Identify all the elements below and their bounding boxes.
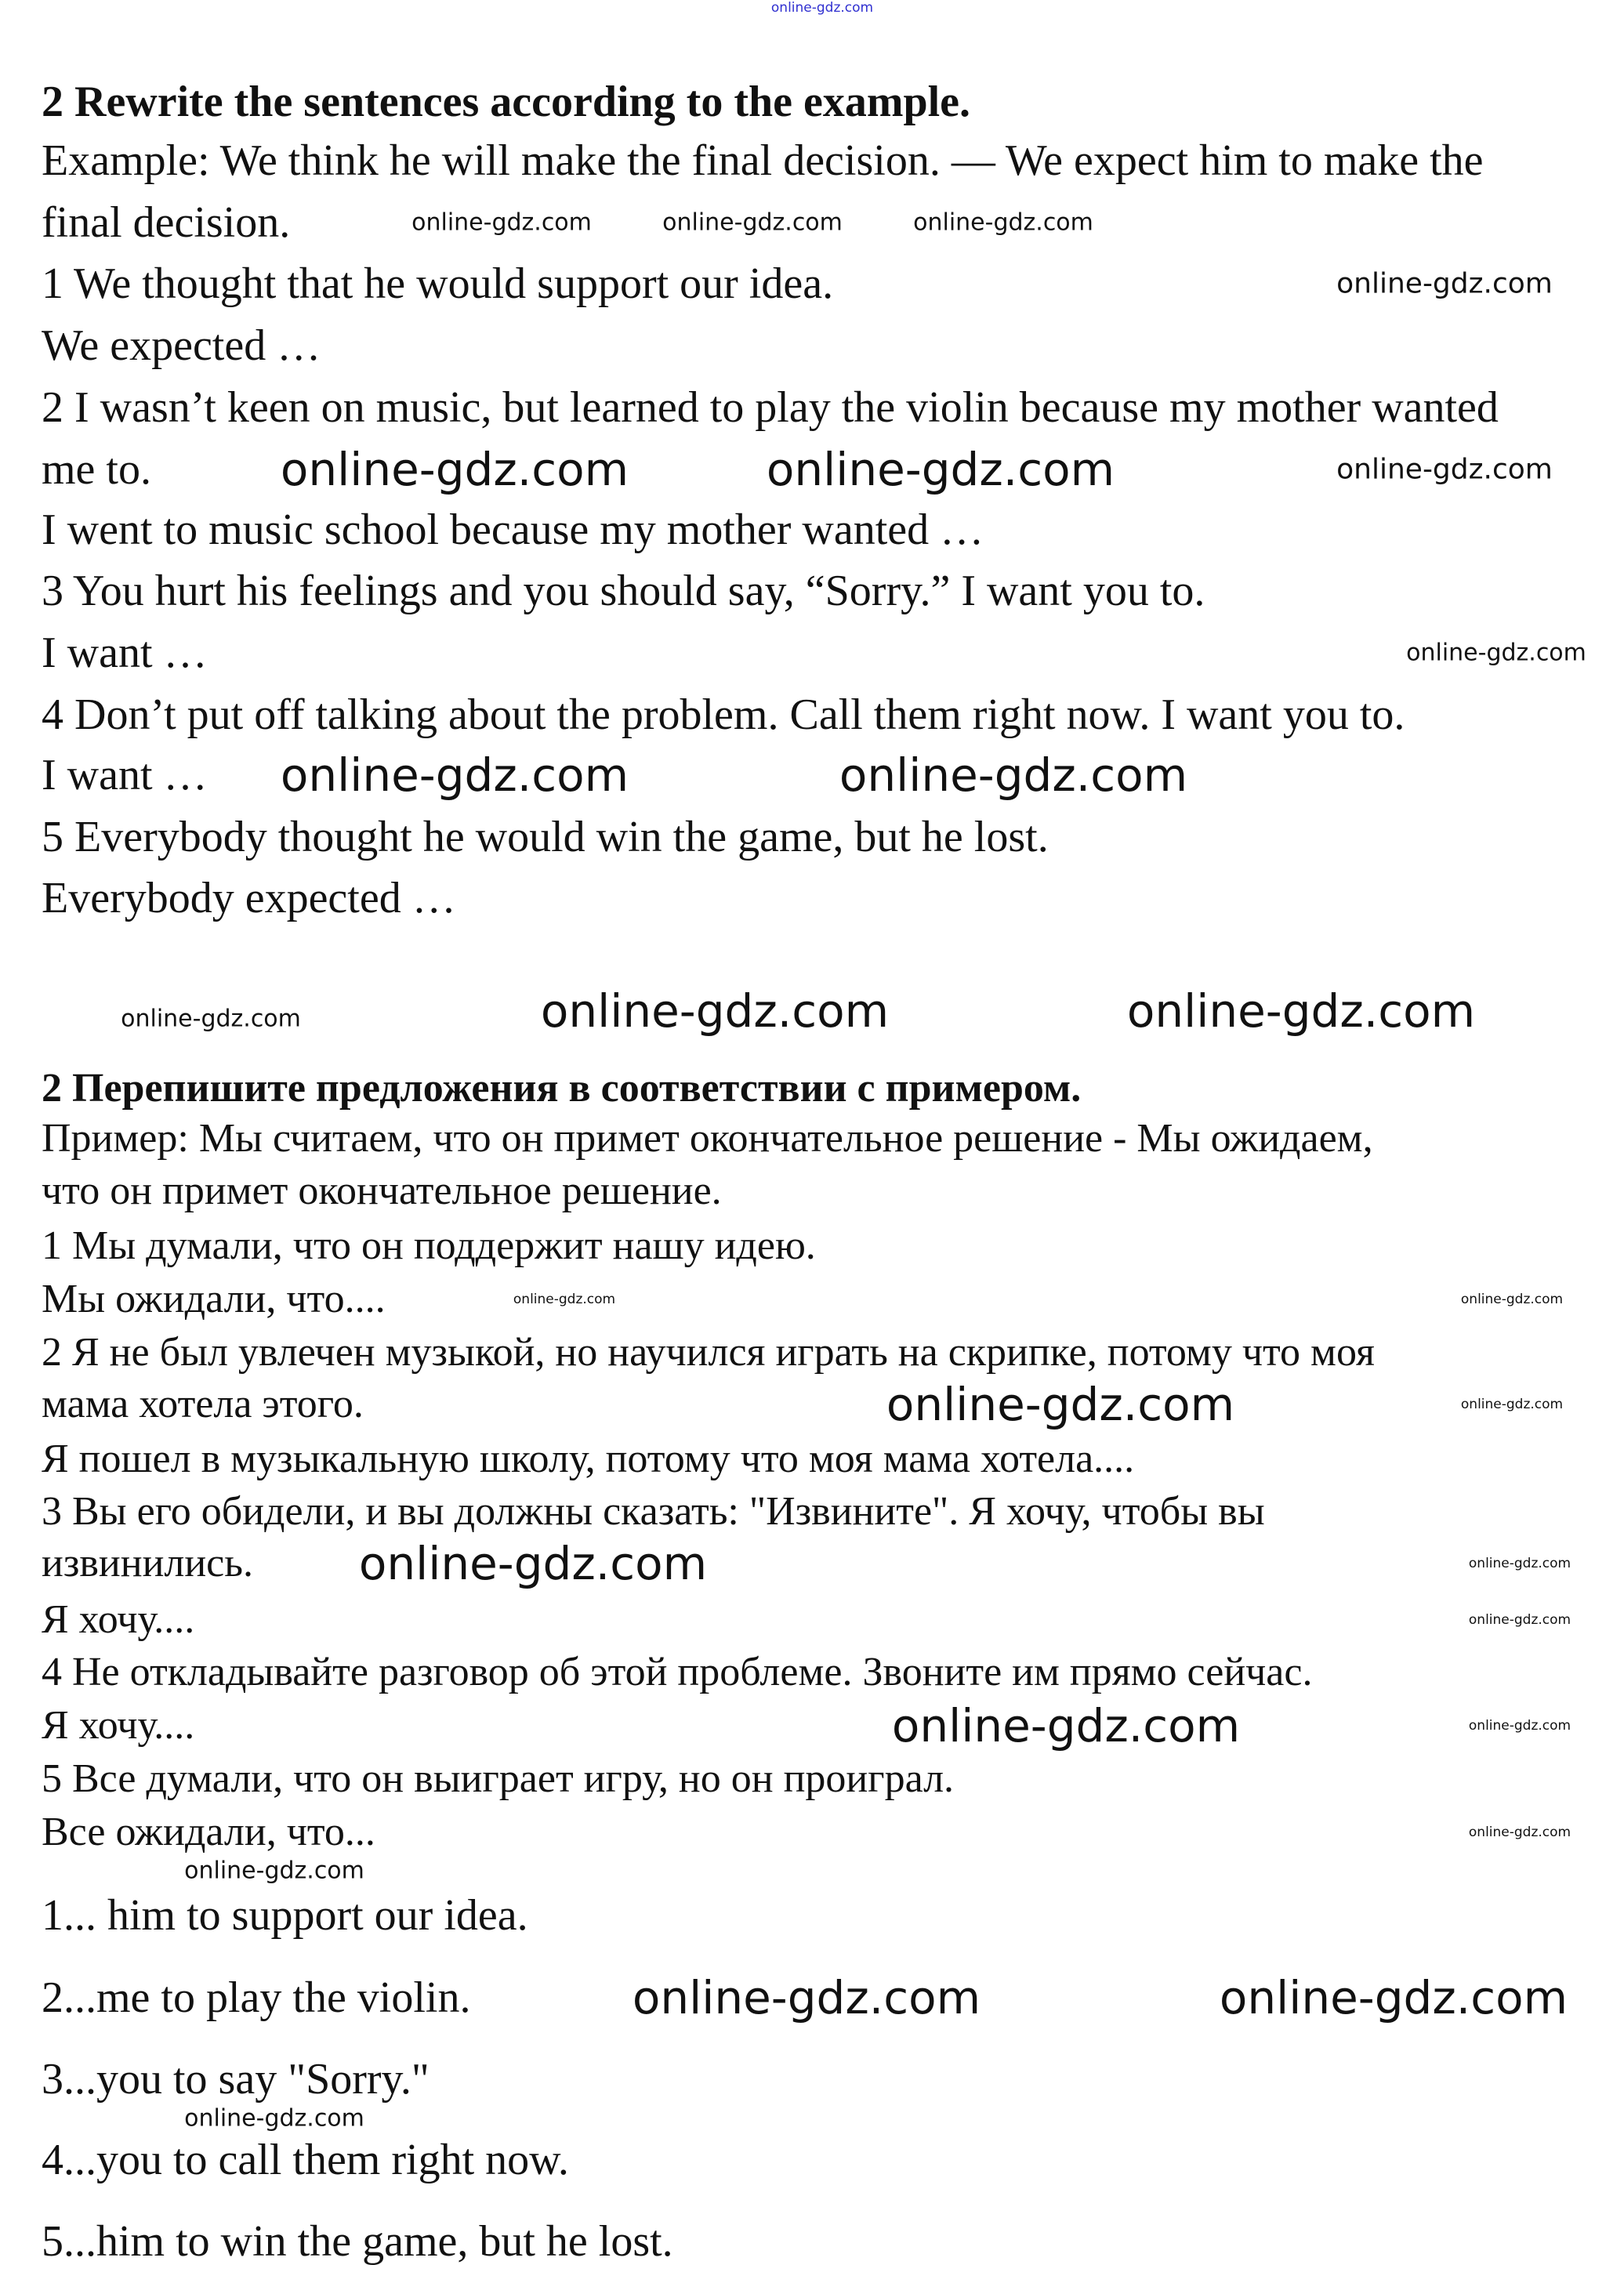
watermark: online-gdz.com xyxy=(1460,1292,1564,1307)
sentence-line: Я пошел в музыкальную школу, потому что моя мама хотела.... xyxy=(42,1437,1135,1481)
sentence-line: We expected … xyxy=(42,321,321,370)
watermark: online-gdz.com xyxy=(184,2104,364,2133)
sentence-line: I want … xyxy=(42,751,208,799)
watermark: online-gdz.com xyxy=(280,748,629,802)
sentence-line: Everybody expected … xyxy=(42,874,456,922)
watermark: online-gdz.com xyxy=(1336,453,1553,486)
answer-line: 5...him to win the game, but he lost. xyxy=(42,2217,673,2266)
watermark: online-gdz.com xyxy=(891,1699,1241,1752)
exercise-title-en: 2 Rewrite the sentences according to the example. xyxy=(42,78,971,126)
watermark: online-gdz.com xyxy=(632,1971,981,2024)
watermark: online-gdz.com xyxy=(540,984,890,1038)
watermark: online-gdz.com xyxy=(1336,267,1553,300)
sentence-line: 4 Не откладывайте разговор об этой проблеме. Звоните им прямо сейчас. xyxy=(42,1650,1313,1694)
watermark: online-gdz.com xyxy=(766,443,1115,496)
sentence-line: 4 Don’t put off talking about the problem. Call them right now. I want you to. xyxy=(42,690,1405,739)
sentence-line: Я хочу.... xyxy=(42,1597,195,1642)
watermark: online-gdz.com xyxy=(358,1537,708,1590)
example-line: Пример: Мы считаем, что он примет окончательное решение - Мы ожидаем, xyxy=(42,1116,1373,1161)
sentence-line: 1 We thought that he would support our idea. xyxy=(42,259,834,308)
watermark: online-gdz.com xyxy=(121,1005,301,1033)
answer-line: 2...me to play the violin. xyxy=(42,1973,471,2022)
watermark: online-gdz.com xyxy=(1219,1971,1568,2024)
watermark: online-gdz.com xyxy=(1126,984,1476,1038)
watermark: online-gdz.com xyxy=(1468,1612,1571,1628)
sentence-line: Мы ожидали, что.... xyxy=(42,1277,386,1321)
watermark: online-gdz.com xyxy=(1460,1397,1564,1412)
watermark: online-gdz.com xyxy=(411,208,592,237)
sentence-line: 2 Я не был увлечен музыкой, но научился играть на скрипке, потому что моя xyxy=(42,1330,1375,1375)
sentence-line: 1 Мы думали, что он поддержит нашу идею. xyxy=(42,1223,816,1268)
watermark: online-gdz.com xyxy=(770,0,874,16)
watermark: online-gdz.com xyxy=(839,748,1188,802)
example-line: final decision. xyxy=(42,198,291,247)
watermark: online-gdz.com xyxy=(280,443,629,496)
watermark: online-gdz.com xyxy=(513,1292,616,1307)
watermark: online-gdz.com xyxy=(1406,639,1586,667)
sentence-line: извинились. xyxy=(42,1541,253,1585)
sentence-line: 5 Все думали, что он выиграет игру, но он проиграл. xyxy=(42,1756,955,1801)
sentence-line: мама хотела этого. xyxy=(42,1382,364,1426)
sentence-line: 5 Everybody thought he would win the game, but he lost. xyxy=(42,813,1049,861)
sentence-line: Я хочу.... xyxy=(42,1703,195,1748)
sentence-line: 3 You hurt his feelings and you should say, “Sorry.” I want you to. xyxy=(42,567,1205,615)
sentence-line: 2 I wasn’t keen on music, but learned to play the violin because my mother wanted xyxy=(42,383,1499,432)
example-line: Example: We think he will make the final decision. — We expect him to make the xyxy=(42,136,1484,185)
watermark: online-gdz.com xyxy=(1468,1556,1571,1571)
sentence-line: me to. xyxy=(42,445,151,494)
watermark: online-gdz.com xyxy=(1468,1718,1571,1734)
exercise-title-ru: 2 Перепишите предложения в соответствии с примером. xyxy=(42,1066,1082,1111)
sentence-line: I want … xyxy=(42,629,208,677)
answer-line: 1... him to support our idea. xyxy=(42,1891,528,1940)
sentence-line: Все ожидали, что... xyxy=(42,1810,375,1854)
sentence-line: 3 Вы его обидели, и вы должны сказать: "Извините". Я хочу, чтобы вы xyxy=(42,1489,1265,1534)
watermark: online-gdz.com xyxy=(662,208,843,237)
watermark: online-gdz.com xyxy=(913,208,1093,237)
watermark: online-gdz.com xyxy=(886,1378,1235,1431)
example-line: что он примет окончательное решение. xyxy=(42,1169,722,1213)
sentence-line: I went to music school because my mother wanted … xyxy=(42,506,984,554)
watermark: online-gdz.com xyxy=(184,1857,364,1885)
answer-line: 4...you to call them right now. xyxy=(42,2136,569,2184)
watermark: online-gdz.com xyxy=(1468,1825,1571,1840)
answer-line: 3...you to say "Sorry." xyxy=(42,2055,430,2104)
